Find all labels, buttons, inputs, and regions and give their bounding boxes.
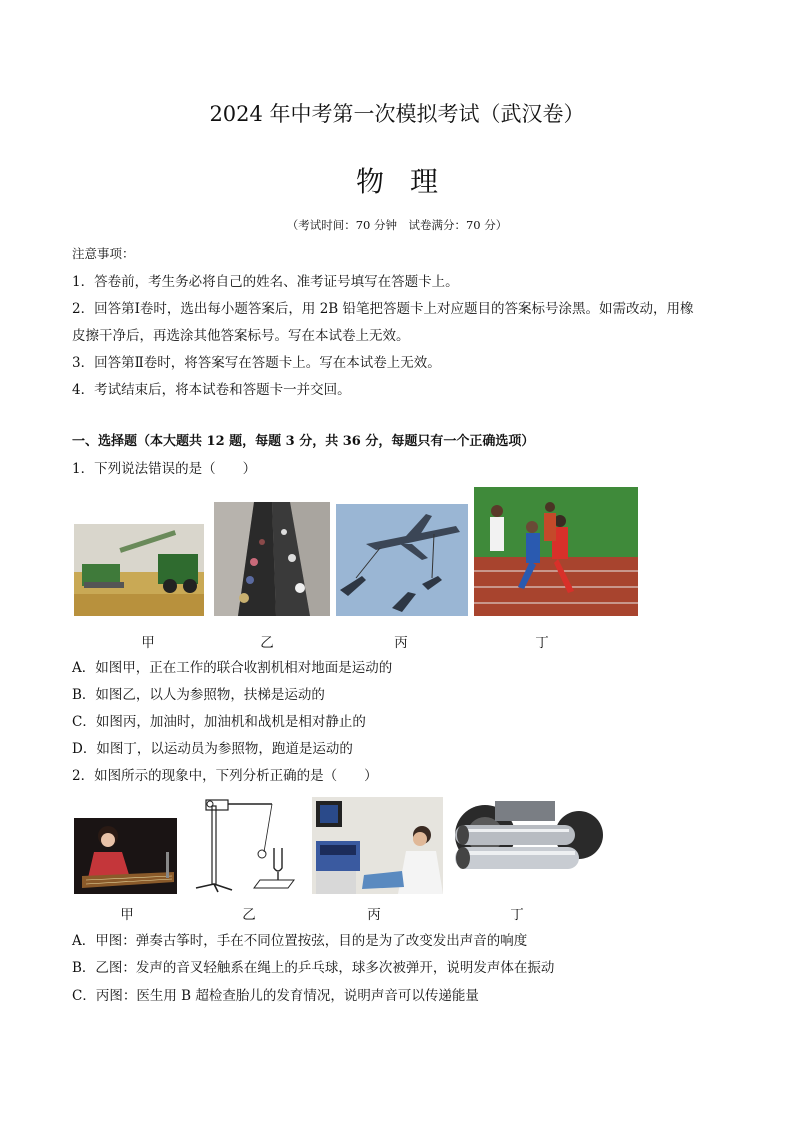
q1-image-bing-refueling (336, 504, 468, 616)
exam-meta: （考试时间：70 分钟 试卷满分：70 分） (286, 218, 508, 232)
q2-caption-bing: 丙 (367, 907, 381, 923)
q2-option-a: A．甲图：弹奏古筝时，手在不同位置按弦，目的是为了改变发出声音的响度 (72, 933, 528, 949)
q2-stem: 2．如图所示的现象中，下列分析正确的是（ ） (72, 768, 378, 784)
q2-image-jia-guzheng (74, 818, 177, 894)
q2-caption-ding: 丁 (510, 907, 524, 923)
note-item-2: 2．回答第Ⅰ卷时，选出每小题答案后，用 2B 铅笔把答题卡上对应题目的答案标号涂黑。如需改动，用橡 (72, 301, 694, 317)
q2-image-yi-tuning-fork (188, 792, 296, 896)
notes-heading: 注意事项： (72, 246, 135, 261)
q1-option-b: B．如图乙，以人为参照物，扶梯是运动的 (72, 687, 325, 703)
section-heading: 一、选择题（本大题共 12 题，每题 3 分，共 36 分，每题只有一个正确选项） (72, 434, 535, 449)
q1-stem: 1．下列说法错误的是（ ） (72, 461, 257, 477)
q2-caption-jia: 甲 (120, 907, 134, 923)
q2-caption-yi: 乙 (242, 907, 256, 923)
q1-image-yi-escalator (214, 502, 330, 616)
q2-image-bing-ultrasound (312, 797, 443, 894)
q1-option-a: A．如图甲，正在工作的联合收割机相对地面是运动的 (72, 660, 393, 676)
q2-option-b: B．乙图：发声的音叉轻触系在绳上的乒乓球，球多次被弹开，说明发声体在振动 (72, 960, 555, 976)
exam-title: 2024 年中考第一次模拟考试（武汉卷） (209, 102, 585, 126)
q2-option-c: C．丙图：医生用 B 超检查胎儿的发育情况，说明声音可以传递能量 (72, 988, 479, 1004)
q1-option-c: C．如图丙，加油时，加油机和战机是相对静止的 (72, 714, 366, 730)
q1-caption-yi: 乙 (260, 635, 274, 651)
note-item-4: 4．考试结束后，将本试卷和答题卡一并交回。 (72, 382, 351, 398)
note-item-2-cont: 皮擦干净后，再选涂其他答案标号。写在本试卷上无效。 (72, 328, 410, 344)
q2-image-ding-exhaust (455, 795, 603, 894)
q1-caption-jia: 甲 (141, 635, 155, 651)
q1-caption-bing: 丙 (394, 635, 408, 651)
q1-image-jia-harvester (74, 524, 204, 616)
note-item-3: 3．回答第Ⅱ卷时，将答案写在答题卡上。写在本试卷上无效。 (72, 355, 441, 371)
note-item-1: 1．答卷前，考生务必将自己的姓名、准考证号填写在答题卡上。 (72, 274, 459, 290)
q1-image-ding-sprinters (474, 487, 638, 616)
subject-title: 物理 (355, 165, 464, 198)
q1-option-d: D．如图丁，以运动员为参照物，跑道是运动的 (72, 741, 353, 757)
q1-caption-ding: 丁 (535, 635, 549, 651)
